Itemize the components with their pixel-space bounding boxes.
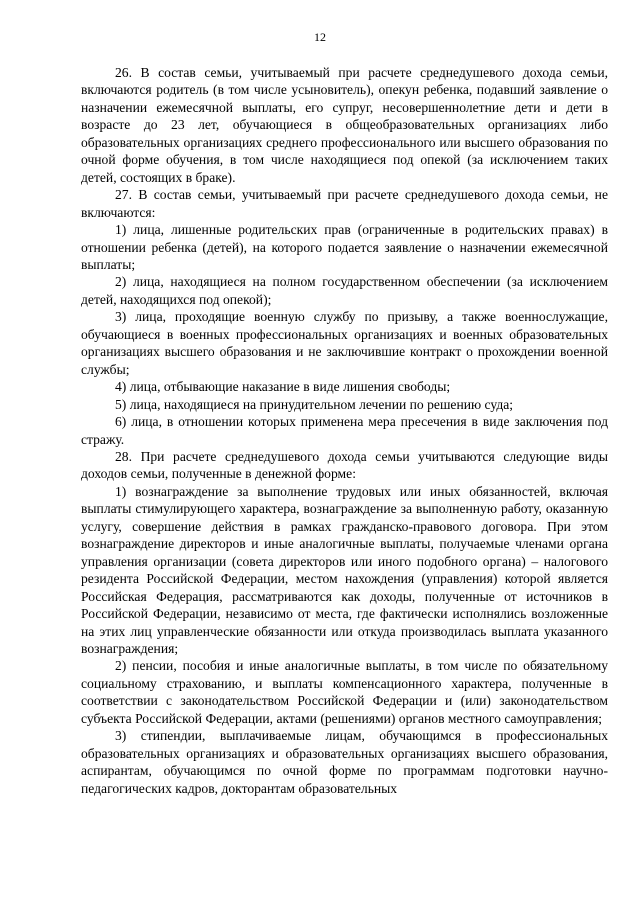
paragraph-27-item-4: 4) лица, отбывающие наказание в виде лишения свободы; — [115, 379, 451, 395]
paragraph-28-item-1: 1) вознаграждение за выполнение трудовых или иных обязанностей, включая выплаты стимулирующего характера, вознаграждение за выполненную работу, оказанную услугу, совершение действия в рамках гражданско-правового договора. При этом вознаграждение директоров и иные аналогичные выплаты, получаемые членами органа управления организации (совета директоров или иного подобного органа) – налогового резидента Российской Федерации, местом нахождения (управления) которой является Российская Федерация, рассматриваются как доходы, полученные от источников в Российской Федерации, независимо от места, где фактически исполнялись возложенные на этих лиц управленческие обязанности или откуда производилась выплата указанного вознаграждения; — [81, 483, 608, 656]
paragraph-27-item-1: 1) лица, лишенные родительских прав (ограниченные в родительских правах) в отношении ребенка (детей), на которого подается заявление о назначении ежемесячной выплаты; — [81, 222, 608, 272]
paragraph-27-item-5: 5) лица, находящиеся на принудительном лечении по решению суда; — [115, 396, 514, 412]
document-body — [81, 64, 608, 797]
paragraph-28-item-2: 2) пенсии, пособия и иные аналогичные выплаты, в том числе по обязательному социальному страхованию, и выплаты компенсационного характера, полученные в соответствии с законодательством Российской Федерации и (или) законодательством субъекта Российской Федерации, актами (решениями) органов местного самоуправления; — [81, 658, 608, 726]
paragraph-27-item-2: 2) лица, находящиеся на полном государственном обеспечении (за исключением детей, находящихся под опекой); — [81, 274, 608, 307]
page-number: 12 — [314, 30, 326, 44]
paragraph-28-item-3: 3) стипендии, выплачиваемые лицам, обучающимся в профессиональных образовательных организациях и образовательных организациях высшего образования, аспирантам, обучающимся по очной форме по программам подготовки научно-педагогических кадров, докторантам образовательных — [81, 728, 608, 796]
paragraph-27-item-6: 6) лица, в отношении которых применена мера пресечения в виде заключения под стражу. — [81, 414, 608, 447]
paragraph-27: 27. В состав семьи, учитываемый при расчете среднедушевого дохода семьи, не включаются: — [81, 187, 608, 220]
paragraph-26: 26. В состав семьи, учитываемый при расчете среднедушевого дохода семьи, включаются родитель (в том числе усыновитель), опекун ребенка, подавший заявление о назначении ежемесячной выплаты, его супруг, несовершеннолетние дети и дети в возрасте до 23 лет, обучающиеся в общеобразовательных организациях либо образовательных организациях среднего профессионального или высшего образования по очной форме обучения, в том числе находящиеся под опекой (за исключением таких детей, состоящих в браке). — [81, 65, 608, 185]
paragraph-28: 28. При расчете среднедушевого дохода семьи учитываются следующие виды доходов семьи, полученные в денежной форме: — [81, 448, 608, 482]
paragraph-27-item-3: 3) лица, проходящие военную службу по призыву, а также военнослужащие, обучающиеся в военных профессиональных организациях и военных образовательных организациях высшего образования и не заключившие контракт о прохождении военной службы; — [81, 309, 608, 377]
